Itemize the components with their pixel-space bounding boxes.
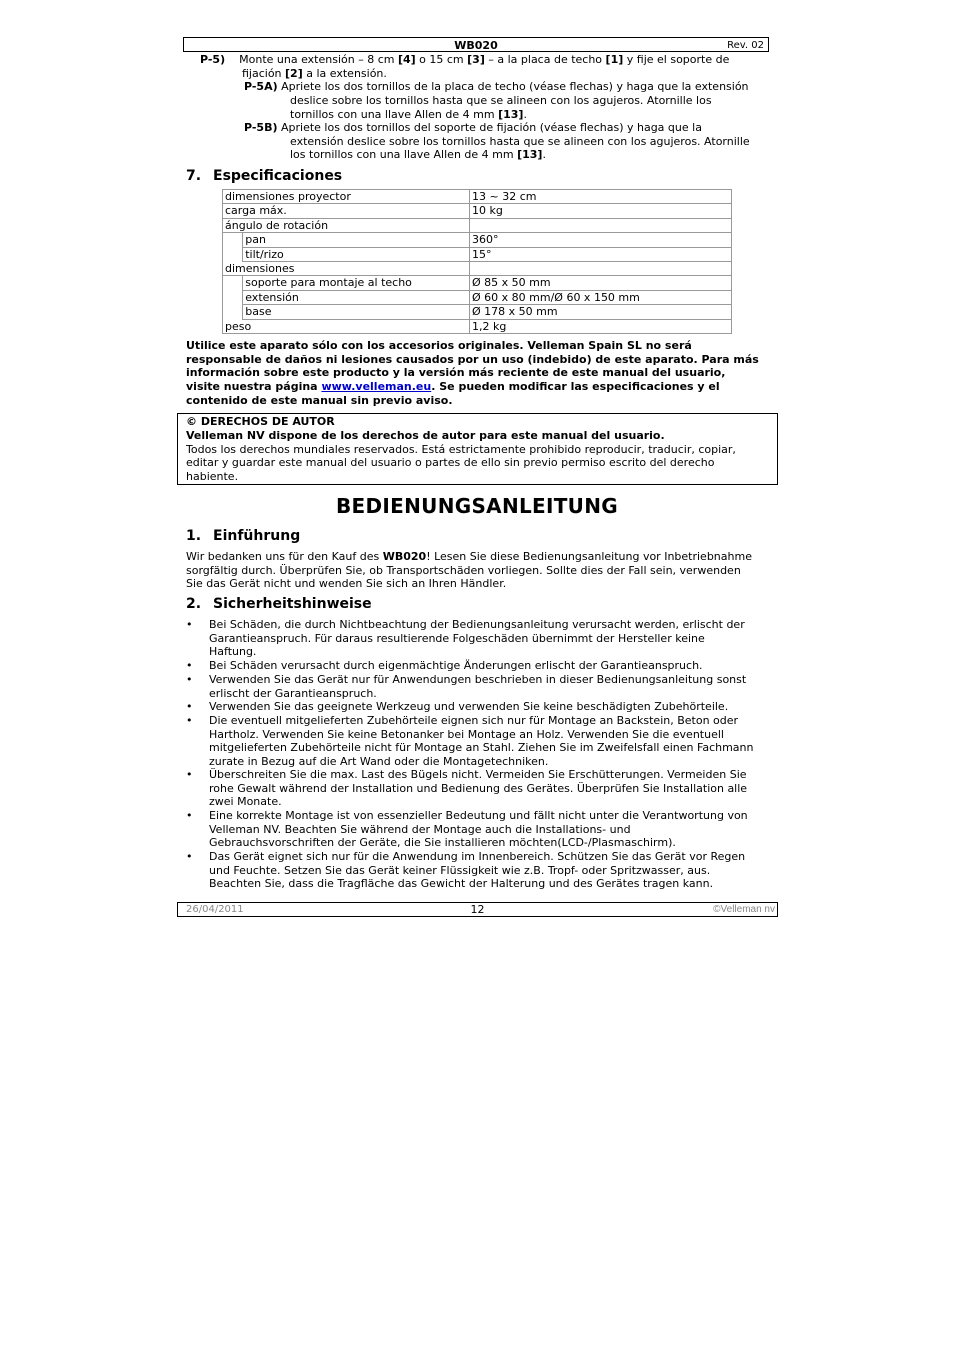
step-p5b-line-2: extensión deslice sobre los tornillos hasta que se alineen con los agujeros. Atornille <box>290 135 750 148</box>
step-p5a-line-1: P-5A) Apriete los dos tornillos de la placa de techo (véase flechas) y haga que la extensión <box>244 80 749 93</box>
step-p5b-line-1: P-5B) Apriete los dos tornillos del soporte de fijación (véase flechas) y haga que la <box>244 121 702 134</box>
footer-copyright: ©Velleman nv <box>713 904 775 915</box>
step-p5-label: P-5) <box>200 53 226 66</box>
intro-line-1: Wir bedanken uns für den Kauf des WB020! Lesen Sie diese Bedienungsanleitung vor Inbetriebnahme <box>186 550 752 563</box>
footer-date: 26/04/2011 <box>186 904 244 915</box>
section-heading-specifications: 7. Especificaciones <box>186 168 343 184</box>
website-link[interactable]: www.velleman.eu <box>321 380 432 394</box>
page-footer <box>177 902 778 917</box>
step-p5-line-2: fijación [2] a la extensión. <box>242 67 387 80</box>
table-row: peso 1,2 kg <box>223 319 732 333</box>
page-number: 12 <box>470 903 485 916</box>
table-row: ángulo de rotación <box>223 218 732 232</box>
section-heading-intro: 1. Einführung <box>186 528 301 544</box>
step-p5b-line-3: los tornillos con una llave Allen de 4 mm [13]. <box>290 148 546 161</box>
step-p5-line-1: P-5) Monte una extensión – 8 cm [4] o 15 cm [3] – a la placa de techo [1] y fije el soporte de <box>200 53 730 66</box>
table-row: extensión Ø 60 x 80 mm/Ø 60 x 150 mm <box>223 290 732 304</box>
step-p5b-label: P-5B) <box>244 121 278 134</box>
table-row: dimensiones proyector 13 ~ 32 cm <box>223 190 732 204</box>
copyright-title: © DERECHOS DE AUTOR <box>186 415 335 428</box>
section-heading-safety: 2. Sicherheitshinweise <box>186 596 372 612</box>
table-row: dimensiones <box>223 261 732 275</box>
step-p5a-line-2: deslice sobre los tornillos hasta que se alineen con los agujeros. Atornille los <box>290 94 712 107</box>
table-row: soporte para montaje al techo Ø 85 x 50 mm <box>223 276 732 290</box>
usage-notice: Utilice este aparato sólo con los accesorios originales. Velleman Spain SL no será responsable de daños ni lesiones causados por un uso (indebido) de este aparato. Para más información sobre este producto y la versión más reciente de este manual del usuario, visite nuestra página www.velleman.eu. Se pueden modificar las especificaciones y el contenido de este manual sin previo aviso. <box>186 339 759 407</box>
page-header <box>183 37 769 52</box>
table-row: carga máx. 10 kg <box>223 204 732 218</box>
model-number: WB020 <box>454 39 498 52</box>
page-title: BEDIENUNGSANLEITUNG <box>336 494 618 518</box>
table-row: pan 360° <box>223 233 732 247</box>
table-row: base Ø 178 x 50 mm <box>223 305 732 319</box>
revision: Rev. 02 <box>727 40 764 51</box>
step-p5a-line-3: tornillos con una llave Allen de 4 mm [13]. <box>290 108 527 121</box>
specifications-table <box>222 189 732 334</box>
intro-line-3: Sie das Gerät nicht und wenden Sie sich an Ihren Händler. <box>186 577 507 590</box>
intro-line-2: sorgfältig durch. Überprüfen Sie, ob Transportschäden vorliegen. Sollte dies der Fall sein, verwenden <box>186 564 741 577</box>
table-row: tilt/rizo 15° <box>223 247 732 261</box>
copyright-box: © DERECHOS DE AUTOR Velleman NV dispone de los derechos de autor para este manual del usuario. Todos los derechos mundiales reservados. Está estrictamente prohibido reproducir, traducir, copiar, editar y guardar este manual del usuario o partes de ello sin previo permiso escrito del derecho habiente. <box>177 413 778 485</box>
step-p5a-label: P-5A) <box>244 80 278 93</box>
